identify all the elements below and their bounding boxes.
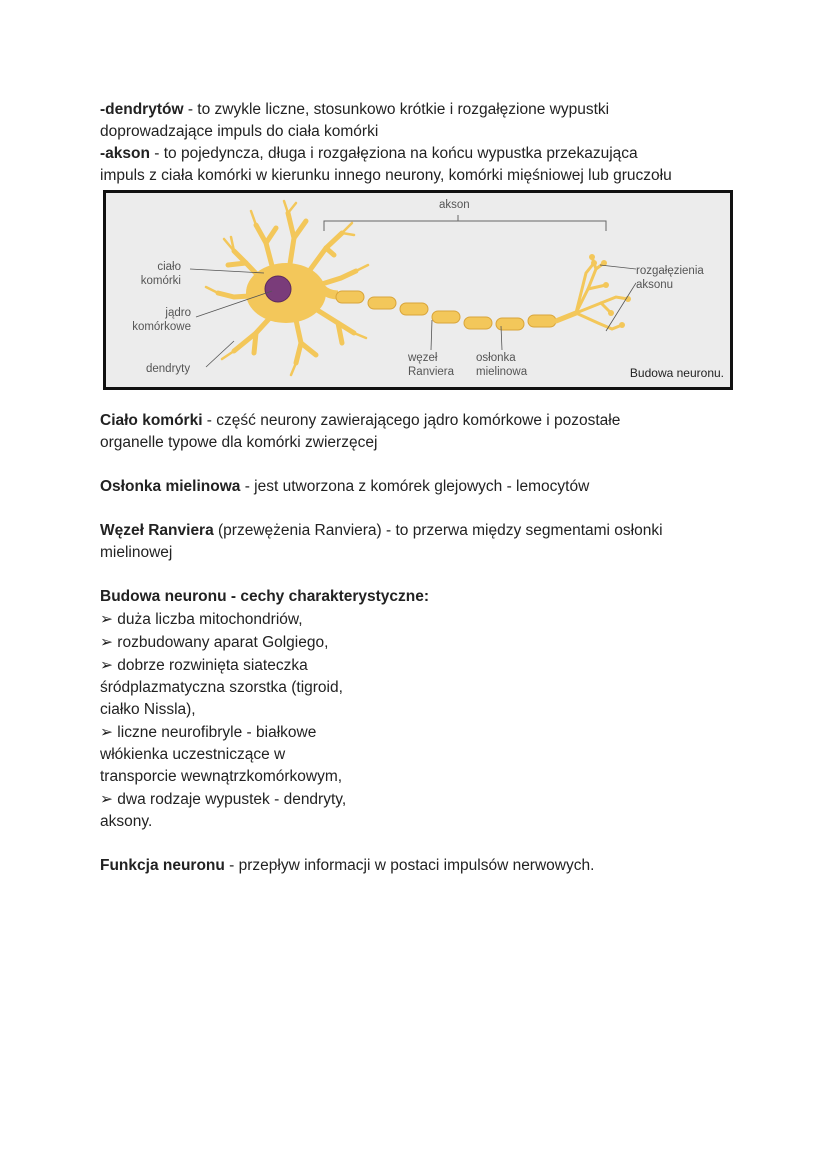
myelin-segments	[336, 291, 556, 330]
function-term: Funkcja neuronu	[100, 857, 225, 874]
dendrites-paragraph-line2: doprowadzające impuls do ciała komórki	[100, 123, 379, 140]
label-node-of-ranvier	[408, 351, 454, 379]
axon-paragraph	[100, 143, 740, 165]
function-text: - przepływ informacji w postaci impulsów nerwowych.	[224, 857, 595, 874]
bullet-arrow-icon: ➢	[100, 610, 113, 628]
document-page	[100, 99, 740, 877]
label-node-line2: Ranviera	[408, 366, 455, 378]
label-dendrites: dendryty	[146, 363, 191, 375]
label-cell-body-line2: komórki	[140, 275, 181, 287]
structure-heading	[100, 586, 740, 608]
label-axon-branches	[636, 264, 704, 292]
label-myelin-sheath	[476, 351, 527, 379]
list-item-text: liczne neurofibryle - białkowe	[113, 724, 317, 741]
ranvier-term: Węzeł Ranviera	[100, 522, 214, 539]
axon-text: - to pojedyncza, długa i rozgałęziona na końcu wypustka przekazująca	[149, 145, 638, 162]
list-item-text: dwa rodzaje wypustek - dendryty,	[113, 791, 347, 808]
label-cell-body	[126, 260, 181, 288]
list-item-text: duża liczba mitochondriów,	[113, 611, 303, 628]
list-item	[100, 654, 740, 677]
list-item-text: dobrze rozwinięta siateczka	[113, 657, 308, 674]
function-paragraph	[100, 855, 740, 877]
label-branches-line1: rozgałęzienia	[636, 265, 704, 277]
cell-body-term: Ciało komórki	[100, 412, 203, 429]
axon-paragraph-line2: impuls z ciała komórki w kierunku innego neurony, komórki mięśniowej lub gruczołu	[100, 167, 672, 184]
list-item-continuation: włókienka uczestniczące w	[100, 746, 286, 763]
dendrites-term: -dendrytów	[100, 101, 184, 118]
bullet-arrow-icon: ➢	[100, 656, 113, 674]
axon-hillock	[321, 288, 338, 295]
cell-body-paragraph	[100, 410, 740, 432]
dendrites-text: - to zwykle liczne, stosunkowo krótkie i rozgałęzione wypustki	[183, 101, 610, 118]
structure-heading-text: Budowa neuronu - cechy charakterystyczne:	[100, 588, 430, 605]
nucleus-shape	[265, 276, 291, 302]
list-item	[100, 788, 740, 811]
myelin-term: Osłonka mielinowa	[100, 478, 241, 495]
axon-term: -akson	[100, 145, 150, 162]
neuron-figure	[103, 190, 733, 390]
label-myelin-line2: mielinowa	[476, 366, 528, 378]
axon-bracket	[324, 221, 606, 231]
dendrites-paragraph	[100, 99, 740, 121]
list-item	[100, 631, 740, 654]
label-nucleus	[116, 306, 191, 334]
bullet-arrow-icon: ➢	[100, 633, 113, 651]
label-myelin-line1: osłonka	[476, 352, 516, 364]
label-cell-body-line1: ciało	[157, 261, 181, 273]
label-axon: akson	[439, 199, 470, 211]
label-nucleus-line1: jądro	[165, 307, 191, 319]
cell-body-paragraph-line2: organelle typowe dla komórki zwierzęcej	[100, 434, 378, 451]
structure-list	[100, 608, 740, 833]
list-item	[100, 608, 740, 631]
figure-caption: Budowa neuronu.	[629, 366, 724, 380]
list-item-continuation: ciałko Nissla),	[100, 701, 196, 718]
list-item-text: rozbudowany aparat Golgiego,	[113, 634, 329, 651]
axon-terminal-stem	[556, 313, 576, 321]
bullet-arrow-icon: ➢	[100, 723, 113, 741]
ranvier-paragraph	[100, 520, 740, 542]
ranvier-text: (przewężenia Ranviera) - to przerwa między segmentami osłonki	[213, 522, 663, 539]
list-item-continuation: transporcie wewnątrzkomórkowym,	[100, 768, 343, 785]
myelin-paragraph	[100, 476, 740, 498]
label-branches-line2: aksonu	[636, 279, 674, 291]
list-item-continuation: aksony.	[100, 813, 153, 830]
list-item-continuation: śródplazmatyczna szorstka (tigroid,	[100, 679, 343, 696]
ranvier-paragraph-line2: mielinowej	[100, 544, 173, 561]
synaptic-knobs	[589, 254, 631, 328]
bullet-arrow-icon: ➢	[100, 790, 113, 808]
myelin-text: - jest utworzona z komórek glejowych - lemocytów	[240, 478, 590, 495]
axon-terminal-branches	[576, 257, 628, 329]
list-item	[100, 721, 740, 744]
label-node-line1: węzeł	[408, 352, 438, 364]
cell-body-text: - część neurony zawierającego jądro komórkowe i pozostałe	[202, 412, 621, 429]
label-nucleus-line2: komórkowe	[132, 321, 191, 333]
